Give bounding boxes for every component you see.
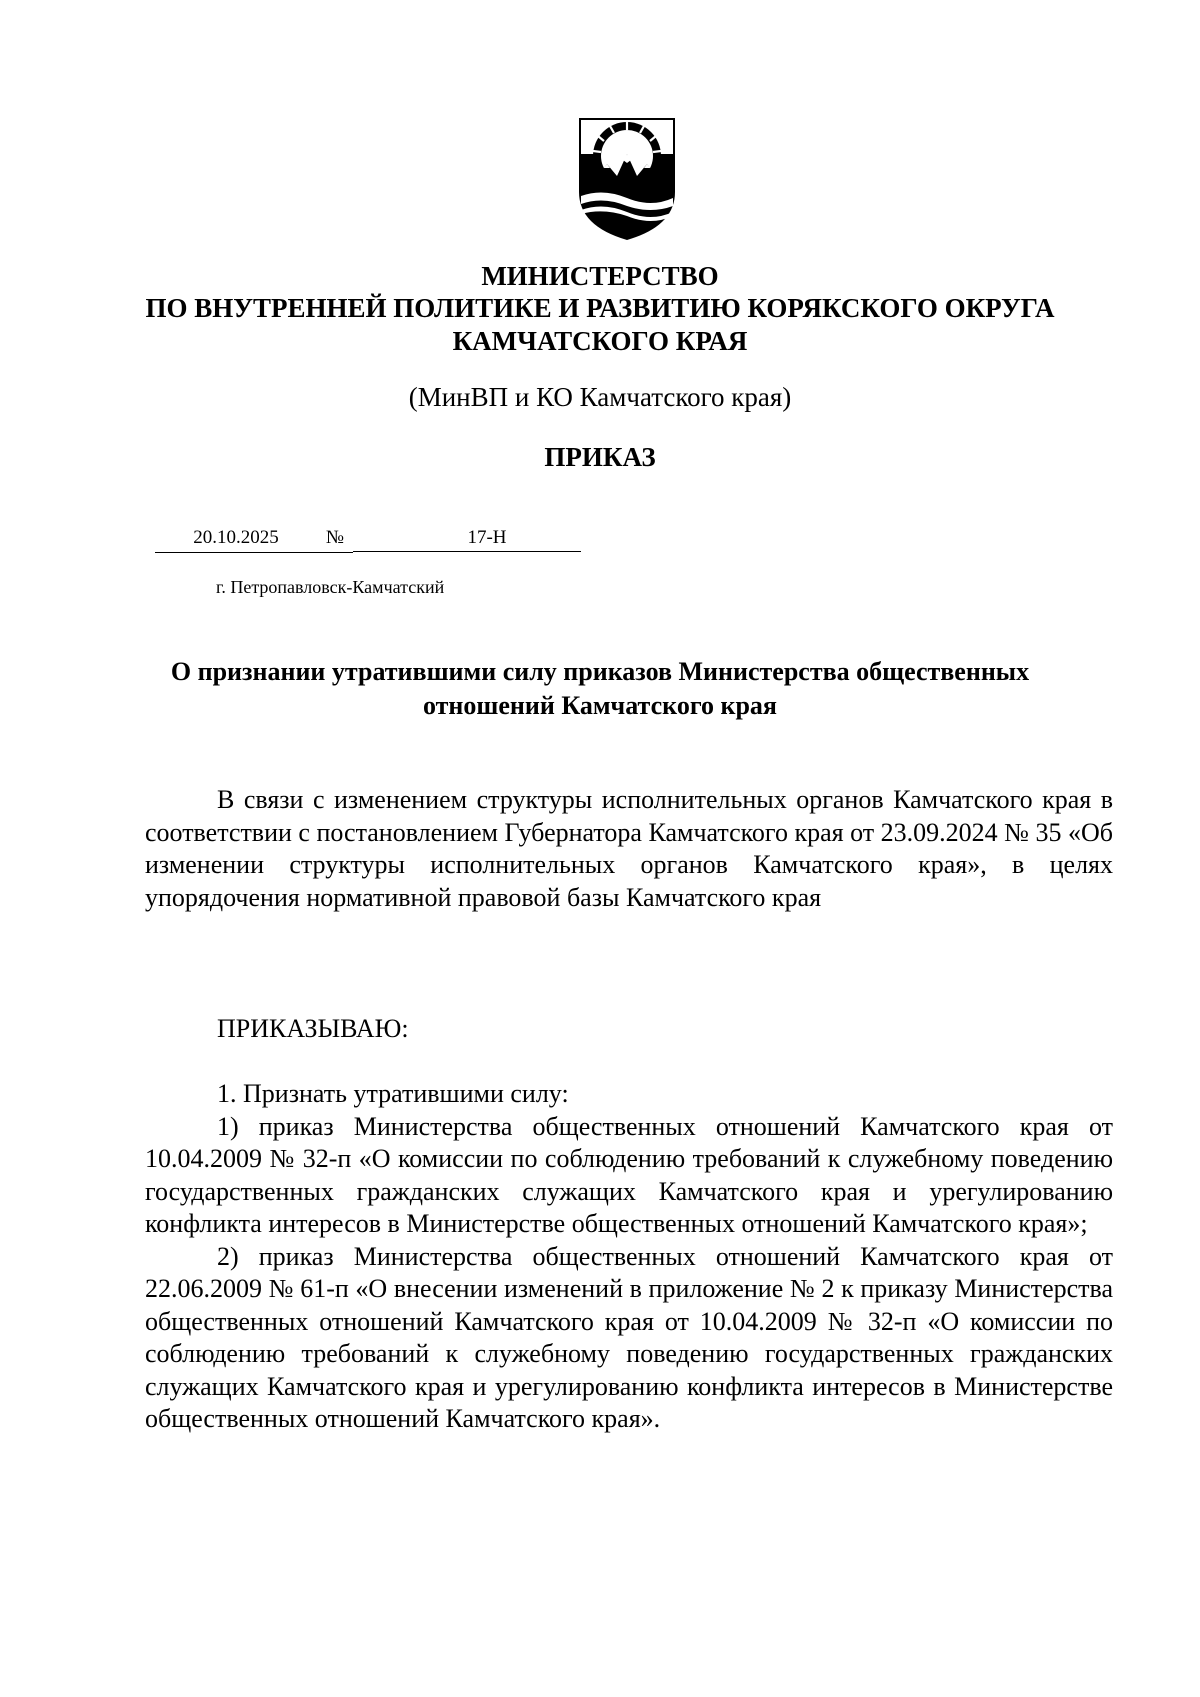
- org-name-line2: ПО ВНУТРЕННЕЙ ПОЛИТИКЕ И РАЗВИТИЮ КОРЯКСКОГО ОКРУГА: [145, 293, 1055, 323]
- preamble-block: [145, 784, 1113, 914]
- number-sign: №: [317, 527, 353, 553]
- order-item-1-1: 1) приказ Министерства общественных отношений Камчатского края от 10.04.2009 № 32-п «О комиссии по соблюдению требований к служебному поведению государственных гражданских служащих Камчатского края и урегулированию конфликта интересов в Министерстве общественных отношений Камчатского края»;: [145, 1111, 1113, 1238]
- preamble-paragraph: В связи с изменением структуры исполнительных органов Камчатского края в соответствии с постановлением Губернатора Камчатского края от 23.09.2024 № 35 «Об изменении структуры исполнительных органов Камчатского края», в целях упорядочения нормативной правовой базы Камчатского края: [145, 785, 1113, 912]
- org-name-line1: МИНИСТЕРСТВО: [481, 261, 719, 291]
- subject-line1: О признании утратившими силу приказов Министерства общественных: [170, 657, 1030, 686]
- order-word-block: [145, 1013, 1113, 1046]
- order-item-1-2: 2) приказ Министерства общественных отношений Камчатского края от 22.06.2009 № 61-п «О внесении изменений в приложение № 2 к приказу Министерства общественных отношений Камчатского края от 10.04.2009 № 32-п «О комиссии по соблюдению требований к служебному поведению государственных гражданских служащих Камчатского края и урегулированию конфликта интересов в Министерстве общественных отношений Камчатского края».: [145, 1241, 1113, 1433]
- subject-line2: отношений Камчатского края: [423, 691, 777, 720]
- subject-title: [0, 655, 1200, 723]
- org-abbreviation: (МинВП и КО Камчатского края): [408, 382, 792, 412]
- document-date: 20.10.2025: [155, 527, 317, 553]
- order-items: [145, 1078, 1113, 1436]
- document-type: ПРИКАЗ: [544, 442, 656, 472]
- order-word: ПРИКАЗЫВАЮ:: [217, 1014, 409, 1043]
- kamchatka-coat-of-arms-icon: [573, 114, 681, 244]
- document-number: 17-Н: [353, 527, 581, 552]
- order-item-1: 1. Признать утратившими силу:: [217, 1079, 569, 1108]
- city: г. Петропавловск-Камчатский: [216, 577, 445, 597]
- org-name-line3: КАМЧАТСКОГО КРАЯ: [452, 326, 748, 356]
